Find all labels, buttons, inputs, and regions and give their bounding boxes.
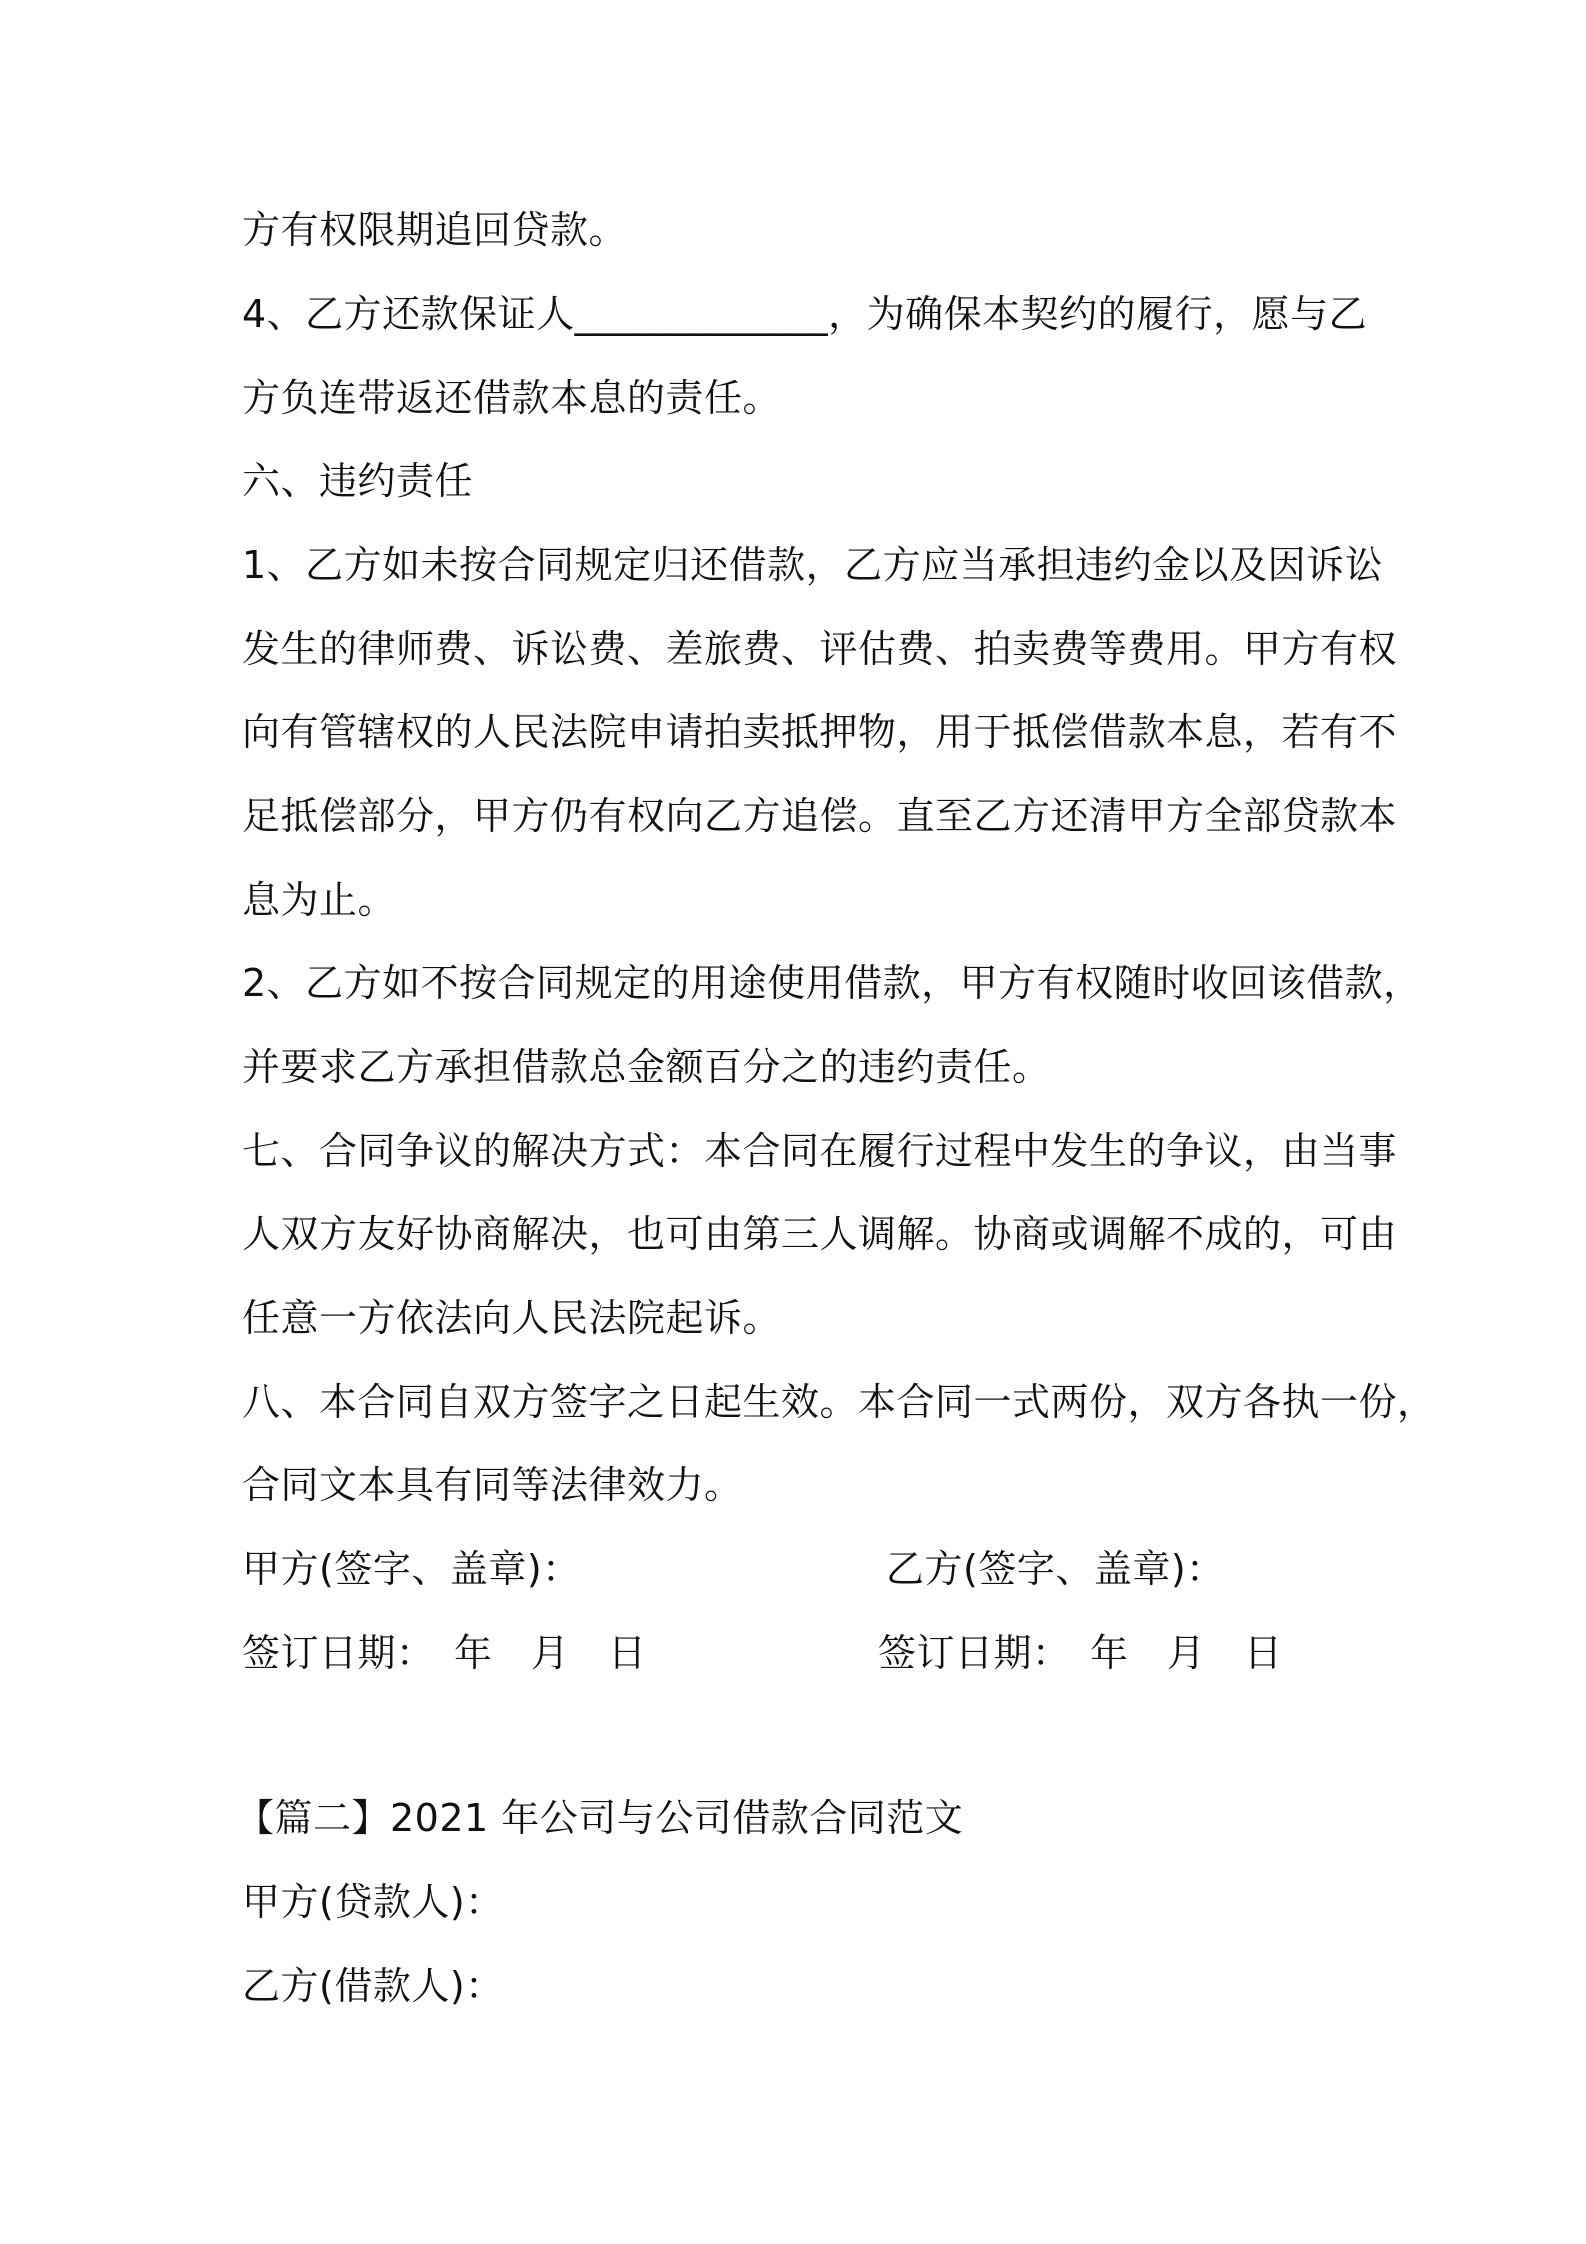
- text-line: 发生的律师费、诉讼费、差旅费、评估费、拍卖费等费用。甲方有权: [242, 627, 1398, 671]
- borrower-label: 乙方(借款人)：: [242, 1964, 504, 2008]
- lender-label: 甲方(贷款人)：: [242, 1880, 504, 1924]
- text-line: 八、本合同自双方签字之日起生效。本合同一式两份，双方各执一份，: [242, 1380, 1436, 1424]
- section-heading: 六、违约责任: [242, 459, 474, 503]
- text-line: 并要求乙方承担借款总金额百分之的违约责任。: [242, 1045, 1051, 1089]
- text-line: 人双方友好协商解决，也可由第三人调解。协商或调解不成的，可由: [242, 1212, 1398, 1256]
- party-a-date: 签订日期： 年 月 日: [242, 1631, 647, 1675]
- party-b-signature: 乙方(签字、盖章)：: [886, 1547, 1225, 1591]
- text-line: 任意一方依法向人民法院起诉。: [242, 1296, 782, 1340]
- party-b-date: 签订日期： 年 月 日: [878, 1631, 1283, 1675]
- text-line: 1、乙方如未按合同规定归还借款，乙方应当承担违约金以及因诉讼: [242, 543, 1384, 587]
- text-line: 向有管辖权的人民法院申请拍卖抵押物，用于抵偿借款本息，若有不: [242, 710, 1398, 754]
- text-line: 合同文本具有同等法律效力。: [242, 1463, 743, 1507]
- text-line: 方负连带返还借款本息的责任。: [242, 376, 782, 420]
- text-line: 2、乙方如不按合同规定的用途使用借款，甲方有权随时收回该借款，: [242, 961, 1422, 1005]
- text-line: 足抵偿部分，甲方仍有权向乙方追偿。直至乙方还清甲方全部贷款本: [242, 794, 1398, 838]
- text-line: 息为止。: [242, 878, 397, 922]
- text-line: 4、乙方还款保证人_____________，为确保本契约的履行，愿与乙: [242, 292, 1368, 336]
- section-title: 【篇二】2021 年公司与公司借款合同范文: [236, 1796, 964, 1840]
- party-a-signature: 甲方(签字、盖章)：: [242, 1547, 581, 1591]
- text-line: 七、合同争议的解决方式：本合同在履行过程中发生的争议，由当事: [242, 1129, 1398, 1173]
- text-line: 方有权限期追回贷款。: [242, 208, 628, 252]
